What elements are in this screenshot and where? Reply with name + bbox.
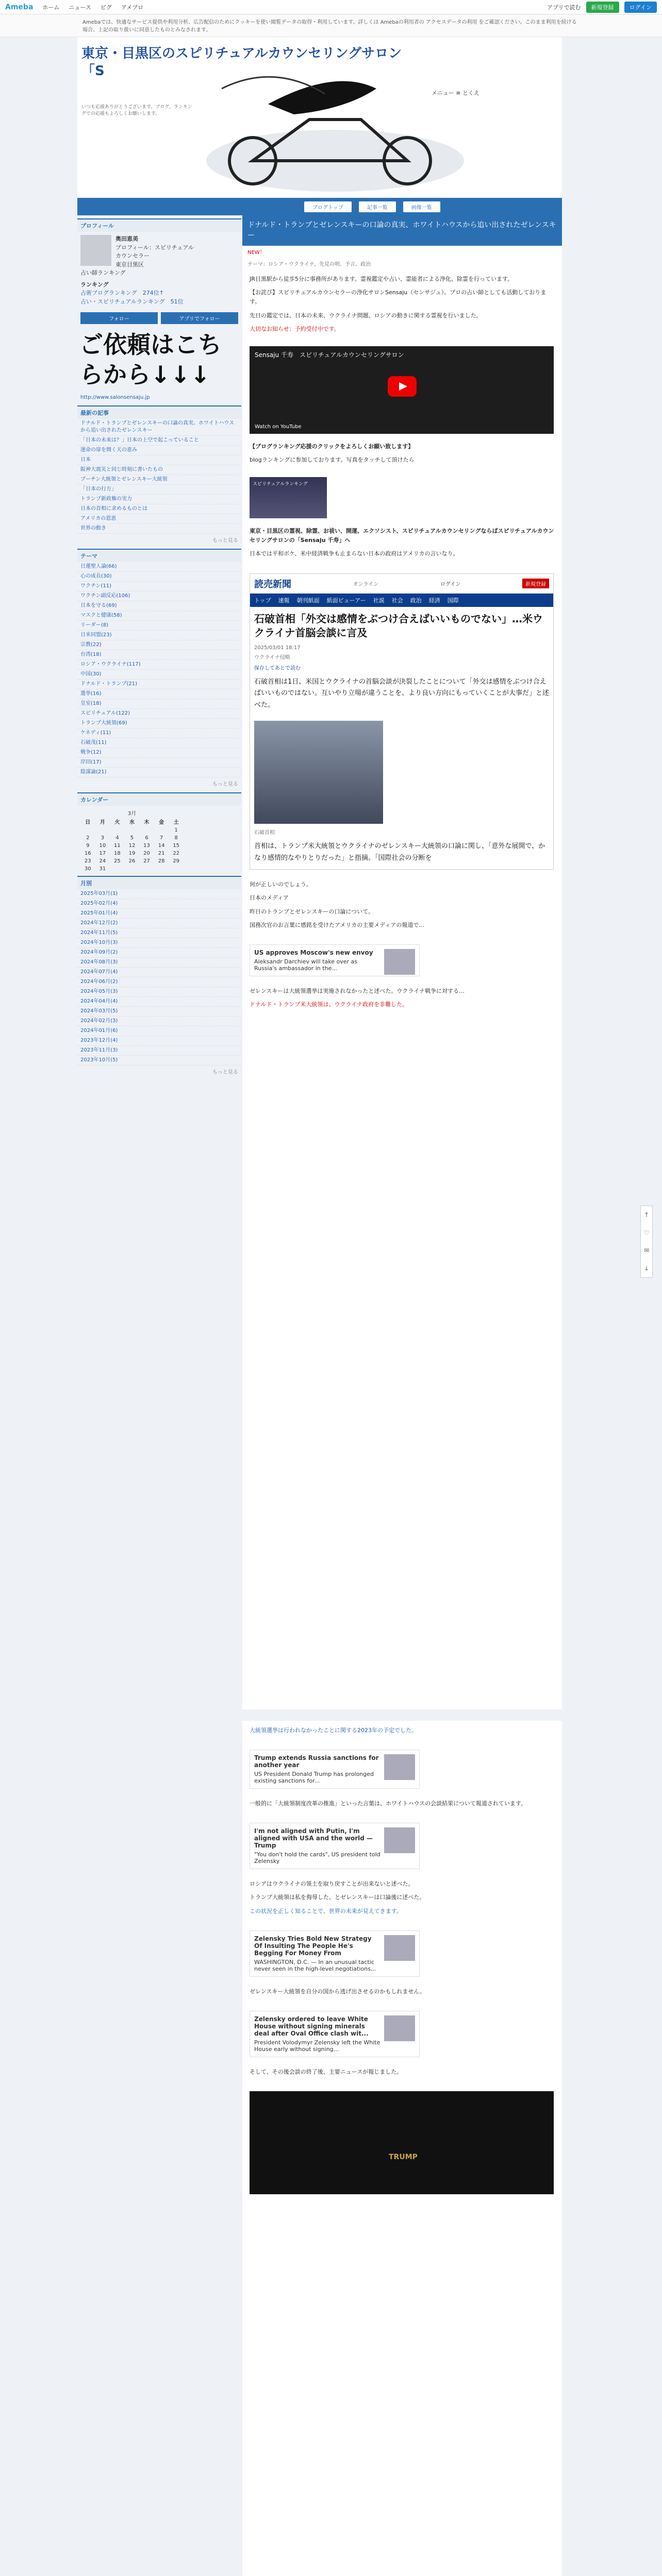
topbar-link-home[interactable]: ホーム (42, 4, 60, 11)
article-body (242, 1874, 562, 1925)
link-card[interactable] (250, 1750, 420, 1789)
link-card[interactable] (250, 2011, 420, 2057)
archive-link[interactable]: 2023年11月(3) (77, 1046, 241, 1056)
calendar-day: 31 (99, 866, 106, 872)
calendar-day: 1 (174, 827, 178, 833)
calendar-day (154, 826, 169, 834)
blog-description: いつも応援ありがとうございます。ブログ、ランキングでの応援もよろしくお願いします。 (81, 105, 192, 116)
recent-article-link[interactable]: 日本の首相に求めるものとは (77, 504, 241, 514)
recent-article-link[interactable]: トランプ新政権の実力 (77, 495, 241, 504)
nav-image-list[interactable]: 画像一覧 (403, 201, 440, 212)
calendar-weekday: 土 (173, 820, 179, 825)
news-nav-item: 朝刊紙面 (296, 597, 320, 604)
news-logo-sub: オンライン (353, 582, 379, 588)
archive-link[interactable]: 2025年02月(4) (77, 899, 241, 909)
paragraph: 何が正しいのでしょう。 (250, 881, 312, 888)
paragraph: ドナルド・トランプ米大統領は、ウクライナ政府を非難した。 (250, 1001, 408, 1008)
news-share: 保存してあとで読む (254, 665, 301, 671)
paragraph: JR目黒駅から徒歩5分に事務所があります。霊視鑑定や占い、霊能者による浄化、除霊を行っています。 (250, 276, 514, 283)
calendar-day (110, 865, 125, 873)
link-card-text: President Volodymyr Zelensky left the White House early without signing... (254, 2039, 380, 2053)
archive-link[interactable]: 2024年06月(2) (77, 977, 241, 987)
piano-logo: TRUMP (389, 2153, 418, 2161)
paragraph: 東京・目黒区の霊視、除霊、お祓い、開運、エクソシスト、スピリチュアルカウンセリングならばスピリチュアルカウンセリングサロンの「Sensaju 千寿」へ (250, 528, 554, 544)
theme-link[interactable]: トランプ大統領(69) (77, 719, 241, 728)
news-body: 首相は、トランプ米大統領とウクライナのゼレンスキー大統領の口論に関し、「意外な展開で、かなり感情的なやりとりだった」と指摘。「国際社会の分断を (254, 842, 545, 862)
theme-link[interactable]: 日蓮聖人論(66) (77, 562, 241, 572)
article-body (242, 981, 562, 1019)
news-nav-item: 紙面ビューアー (326, 597, 366, 604)
cookie-notice: Amebaでは、快適なサービス提供や利用分析、広告配信のためにクッキーを使い閲覧データの取得・利用しています。詳しくは Amebaの利用者の アクセスデータの利用 をご確認ください。このまま利用を続ける場合、上記の取り扱いに同意したものとみなされます。 (0, 14, 662, 37)
theme-link[interactable]: ケネディ(11) (77, 728, 241, 738)
calendar-day: 6 (145, 835, 148, 841)
app-link[interactable]: アプリで読む (547, 4, 581, 11)
calendar-day: 16 (84, 851, 91, 856)
archive-link[interactable]: 2025年01月(4) (77, 909, 241, 919)
news-meta: 2025/03/01 18:17 (254, 645, 301, 651)
topbar-link-pigg[interactable]: ピグ (100, 4, 112, 11)
article-theme[interactable]: テーマ：ロシア・ウクライナ、先見の明、予言、政治 (247, 262, 371, 268)
calendar-day: 22 (173, 851, 180, 856)
recent-heading: 最新の記事 (77, 405, 241, 419)
link-card[interactable] (250, 1930, 420, 1977)
topbar-link-ameblo[interactable]: アメブロ (121, 4, 144, 11)
archive-link[interactable]: 2024年11月(5) (77, 928, 241, 938)
link-card-thumb (384, 2015, 415, 2041)
calendar-day (125, 826, 140, 834)
calendar (80, 809, 238, 873)
news-signup: 新規登録 (522, 579, 549, 588)
calendar-day: 10 (99, 843, 106, 849)
article-body (242, 2062, 562, 2086)
article-title[interactable]: ドナルド・トランプとゼレンスキーの口論の真実、ホワイトハウスから追い出されたゼレンスキー (242, 215, 562, 246)
profile-line: 東京目黒区 (115, 261, 144, 268)
calendar-day: 27 (143, 858, 150, 864)
blog-nav (77, 198, 562, 215)
recent-article-link[interactable]: ドナルド・トランプとゼレンスキーの口論の真実、ホワイトハウスから追い出されたゼレンスキー (77, 419, 241, 436)
calendar-day: 14 (158, 843, 165, 849)
theme-link[interactable]: スピリチュアル(122) (77, 709, 241, 719)
ranking-item[interactable]: 占い・スピリチュアルランキング 51位 (80, 298, 184, 305)
recent-article-link[interactable]: 「日本の未来は？」日本の上空で起こっていること (77, 436, 241, 446)
calendar-day: 12 (128, 843, 136, 849)
profile-box (77, 232, 241, 309)
header-illustration (191, 58, 479, 197)
calendar-day: 29 (173, 858, 180, 864)
news-body: 石破首相は1日、米国とウクライナの首脳会談が決裂したことについて「外交は感情をぶつけ合えばいいものではない。互いやり立場が違うことを、より良い方向にもっていくことが大事だ」と述べた。 (254, 677, 550, 709)
theme-heading: テーマ (77, 549, 241, 562)
news-photo (254, 721, 383, 824)
paragraph: blogランキングに参加しております。写真をタッチして頂けたら (250, 456, 415, 464)
article-main (242, 215, 562, 1709)
ameba-logo[interactable]: Ameba (5, 3, 34, 11)
calendar-heading: カレンダー (77, 792, 241, 806)
article-body (242, 521, 562, 568)
theme-link[interactable]: 皇室(18) (77, 699, 241, 709)
theme-link[interactable]: 岸田(17) (77, 758, 241, 768)
news-nav-item: 速報 (278, 597, 290, 604)
archive-link[interactable]: 2024年02月(3) (77, 1016, 241, 1026)
link-card[interactable] (250, 944, 420, 976)
link-card-thumb (384, 1935, 415, 1961)
video-caption[interactable]: Watch on YouTube (255, 423, 302, 430)
paragraph: そして、その後会談の終了後、主要ニュースが報じました。 (250, 2068, 403, 2075)
request-banner-text[interactable]: ご依頼はこちらから↓↓↓ (79, 331, 222, 388)
theme-link[interactable]: 心の成長(30) (77, 572, 241, 582)
archive-link[interactable]: 2024年09月(2) (77, 948, 241, 958)
calendar-weekday: 月 (100, 820, 105, 825)
calendar-weekday: 水 (129, 820, 135, 825)
article-body (242, 875, 562, 939)
archive-link[interactable]: 2023年12月(4) (77, 1036, 241, 1046)
paragraph: この状況を正しく知ることで、世界の未来が見えてきます。 (250, 1907, 402, 1914)
profile-line: カウンセラー (115, 252, 150, 259)
paragraph: ゼレンスキーは大統領選挙は実施されなかったと述べた。ウクライナ戦争に対する… (250, 987, 465, 994)
theme-link[interactable]: ロシア・ウクライナ(117) (77, 660, 241, 670)
calendar-day: 28 (158, 858, 165, 864)
archive-link[interactable]: 2024年05月(3) (77, 987, 241, 997)
paragraph: 大統領選挙は行われなかったことに関する2023年の予定でした。 (250, 1727, 417, 1734)
avatar[interactable] (80, 235, 111, 266)
archive-link[interactable]: 2024年07月(4) (77, 968, 241, 977)
news-screenshot (250, 573, 554, 870)
news-title: 石破首相「外交は感情をぶつけ合えばいいものでない」…米ウクライナ首脳会談に言及 (254, 612, 543, 639)
article-main-continued (242, 1721, 562, 2576)
link-card-title: US approves Moscow's new envoy (254, 948, 373, 956)
theme-list (77, 562, 241, 777)
archive-list (77, 889, 241, 1065)
calendar-day: 23 (84, 858, 91, 864)
archive-link[interactable]: 2024年08月(3) (77, 958, 241, 968)
paragraph: トランプ大統領は私を侮辱した、とゼレンスキーは口論後に述べた。 (250, 1894, 425, 1901)
paragraph: ゼレンスキー大統領を自分の国から逃げ出させるのかもしれません。 (250, 1988, 426, 1995)
news-nav (250, 594, 553, 607)
archive-link[interactable]: 2023年10月(5) (77, 1056, 241, 1065)
calendar-table (80, 817, 184, 873)
calendar-day (154, 865, 169, 873)
theme-link[interactable]: ドナルド・トランプ(21) (77, 680, 241, 689)
calendar-day: 21 (158, 851, 165, 856)
link-card-text: US President Donald Trump has prolonged existing sanctions for... (254, 1771, 374, 1785)
news-nav-item: 社会 (391, 597, 403, 604)
profile-line: プロフィール：スピリチュアル (115, 244, 194, 251)
theme-link[interactable]: リーダー(8) (77, 621, 241, 631)
paragraph: 【お詫び】スピリチュアルカウンセラーの浄化サロンSensaju（センサジュ）。プロの占い師としても活動しております。 (250, 289, 547, 306)
paragraph: 【ブログランキング応援のクリックをよろしくお願い致します】 (250, 443, 414, 450)
calendar-day: 26 (128, 858, 136, 864)
login-button[interactable]: ログイン (624, 2, 657, 13)
video-title: Sensaju 千寿 スピリチュアルカウンセリングサロン (255, 351, 404, 359)
calendar-day: 25 (114, 858, 121, 864)
news-logo: 読売新聞 (254, 579, 291, 590)
calendar-day: 7 (159, 835, 163, 841)
paragraph: ロシアはウクライナの領土を取り戻すことが出来ないと述べた。 (250, 1880, 414, 1888)
ranking-item[interactable]: 占術ブログランキング 274位↑ (80, 290, 164, 296)
menu-link[interactable]: メニュー ≡ とくえ (431, 90, 479, 96)
nav-article-list[interactable]: 記事一覧 (359, 201, 396, 212)
calendar-day: 8 (174, 835, 178, 841)
theme-more[interactable]: もっと見る (212, 782, 238, 787)
calendar-weekday: 火 (114, 820, 120, 825)
calendar-weekday: 木 (144, 820, 150, 825)
link-card-title: Zelensky Tries Bold New Strategy Of Insulting The People He's Begging For Money From (254, 1935, 372, 1957)
message-icon[interactable]: ✉ (643, 1247, 650, 1255)
follow-button[interactable]: フォロー (80, 312, 158, 324)
recent-article-link[interactable]: 世界の動き (77, 524, 241, 534)
news-nav-item: 経済 (428, 597, 440, 604)
calendar-day: 20 (143, 851, 150, 856)
link-card-thumb (384, 1827, 415, 1853)
scroll-up-icon[interactable]: ↑ (643, 1211, 650, 1219)
news-nav-item: トップ (254, 597, 271, 604)
right-rail (640, 1206, 653, 1278)
calendar-day: 13 (143, 843, 150, 849)
calendar-weekday: 金 (159, 820, 164, 825)
link-card-text: Aleksandr Darchiev will take over as Russia's ambassador in the... (254, 958, 357, 972)
calendar-day (95, 826, 110, 834)
calendar-day: 17 (99, 851, 106, 856)
theme-link[interactable]: ワクチン(11) (77, 582, 241, 591)
archive-more[interactable]: もっと見る (212, 1070, 238, 1075)
paragraph: 昨日のトランプとゼレンスキーの口論について。 (250, 908, 374, 915)
profile-line: 占い師ランキング (80, 269, 126, 276)
recent-article-link[interactable]: 日本 (77, 455, 241, 465)
recent-list (77, 419, 241, 534)
topbar-actions (547, 2, 657, 13)
follow-buttons (77, 309, 241, 327)
paragraph: 日本では平和ボケ、米中経済戦争も止まらない日本の政府はアメリカの言いなり。 (250, 550, 459, 557)
link-card-title: Trump extends Russia sanctions for another year (254, 1754, 379, 1769)
recent-article-link[interactable]: アメリカの恩恵 (77, 514, 241, 524)
theme-link[interactable]: 台湾(18) (77, 650, 241, 660)
calendar-day (139, 865, 154, 873)
theme-link[interactable]: 日本を守る(69) (77, 601, 241, 611)
article-body (242, 1794, 562, 1818)
paragraph: 先日の鑑定では、日本の未来、ウクライナ問題、ロシアの動きに関する霊視を行いました。 (250, 312, 482, 319)
paragraph: 一般的に「大統領制度改革の推進」といった言葉は、ホワイトハウスの会談結果について報道されています。 (250, 1800, 527, 1807)
theme-link[interactable]: 日米同盟(23) (77, 631, 241, 640)
calendar-day: 5 (130, 835, 134, 841)
news-photo-caption: 石破首相 (254, 829, 275, 836)
calendar-day (80, 826, 95, 834)
nav-blog-top[interactable]: ブログトップ (304, 201, 352, 212)
top-bar (0, 0, 662, 14)
recent-article-link[interactable]: 阪神大震災と同じ時刻に書いたもの (77, 465, 241, 475)
profile-name[interactable]: 奥田恵美 (115, 235, 138, 242)
ranking-banner[interactable]: スピリチュアルランキング (250, 477, 327, 518)
calendar-day: 15 (173, 843, 180, 849)
signup-button[interactable]: 新規登録 (586, 2, 619, 13)
calendar-day: 4 (115, 835, 119, 841)
archive-link[interactable]: 2024年03月(5) (77, 1007, 241, 1016)
theme-link[interactable]: 陰謀論(21) (77, 768, 241, 777)
theme-link[interactable]: 戦争(12) (77, 748, 241, 758)
calendar-day: 18 (114, 851, 121, 856)
link-card-title: I'm not aligned with Putin, I'm aligned with USA and the world — Trump (254, 1827, 373, 1850)
profile-heading: プロフィール (77, 218, 241, 232)
recent-article-link[interactable]: 運命の扉を開く天の恵み (77, 446, 241, 455)
salon-link[interactable]: http://www.salonsensaju.jp (80, 395, 150, 400)
calendar-day: 11 (114, 843, 121, 849)
news-nav-item: 国際 (447, 597, 459, 604)
play-icon[interactable] (388, 376, 417, 397)
paragraph: 日本のメディア (250, 894, 289, 902)
link-card-thumb (384, 949, 415, 975)
news-header (250, 574, 553, 594)
like-icon[interactable]: ♡ (643, 1229, 650, 1236)
article-body (242, 1982, 562, 2006)
archive-link[interactable]: 2024年10月(3) (77, 938, 241, 948)
archive-link[interactable]: 2024年04月(4) (77, 997, 241, 1007)
calendar-day (125, 865, 140, 873)
theme-link[interactable]: 選挙(16) (77, 689, 241, 699)
link-card-text: "You don't hold the cards", US president told Zelensky (254, 1851, 380, 1865)
calendar-day: 30 (84, 866, 91, 872)
blog-header (77, 37, 562, 198)
calendar-month: 3月 (127, 811, 137, 817)
calendar-day: 19 (128, 851, 136, 856)
calendar-day: 24 (99, 858, 106, 864)
calendar-weekday: 日 (85, 820, 91, 825)
calendar-day: 2 (86, 835, 90, 841)
ranking-heading: ランキング (80, 281, 109, 288)
article-new-tag: NEW！ (247, 250, 265, 256)
calendar-day: 3 (101, 835, 105, 841)
theme-link[interactable]: 中国(30) (77, 670, 241, 680)
recent-more[interactable]: もっと見る (212, 538, 238, 544)
news-tag: ウクライナ侵略 (254, 654, 290, 660)
article-body (242, 437, 562, 474)
youtube-embed[interactable] (250, 346, 554, 434)
archive-link[interactable]: 2024年12月(2) (77, 919, 241, 928)
theme-link[interactable]: 石破茂(11) (77, 738, 241, 748)
scroll-down-icon[interactable]: ↓ (643, 1264, 650, 1272)
article-photo (250, 2091, 554, 2194)
archive-link[interactable]: 2025年03月(1) (77, 889, 241, 899)
archive-heading: 月別 (77, 876, 241, 889)
left-sidebar (77, 215, 241, 1077)
app-follow-button[interactable]: アプリでフォロー (161, 312, 238, 324)
theme-link[interactable]: マスクと健康(58) (77, 611, 241, 621)
link-card-title: Zelensky ordered to leave White House without signing minerals deal after Oval Office clash wit... (254, 2015, 369, 2037)
link-card[interactable] (250, 1823, 420, 1869)
recent-article-link[interactable]: プーチン大統領とゼレンスキー大統領 (77, 475, 241, 485)
news-login: ログイン (440, 582, 461, 588)
archive-link[interactable]: 2024年01月(6) (77, 1026, 241, 1036)
link-card-thumb (384, 1754, 415, 1780)
calendar-day (169, 865, 184, 873)
calendar-day: 9 (86, 843, 90, 849)
link-card-text: WASHINGTON, D.C. — In an unusual tactic never seen in the high-level negotiations... (254, 1958, 376, 1972)
blog-title[interactable]: 東京・目黒区のスピリチュアルカウンセリングサロン「S (81, 46, 402, 79)
paragraph: 国務次官のお言葉に感銘を受けたアメリカの主要メディアの報道で… (250, 921, 425, 928)
article-body (242, 1721, 562, 1744)
theme-link[interactable]: 宗教(22) (77, 640, 241, 650)
topbar-link-news[interactable]: ニュース (69, 4, 91, 11)
calendar-day (110, 826, 125, 834)
paragraph: 大切なお知らせ：予約受付中です。 (250, 325, 340, 332)
calendar-day (139, 826, 154, 834)
news-nav-item: 社説 (373, 597, 385, 604)
theme-link[interactable]: ワクチン副反応(106) (77, 591, 241, 601)
article-body (242, 269, 562, 343)
news-nav-item: 政治 (410, 597, 422, 604)
recent-article-link[interactable]: 「日本の行方」 (77, 485, 241, 495)
